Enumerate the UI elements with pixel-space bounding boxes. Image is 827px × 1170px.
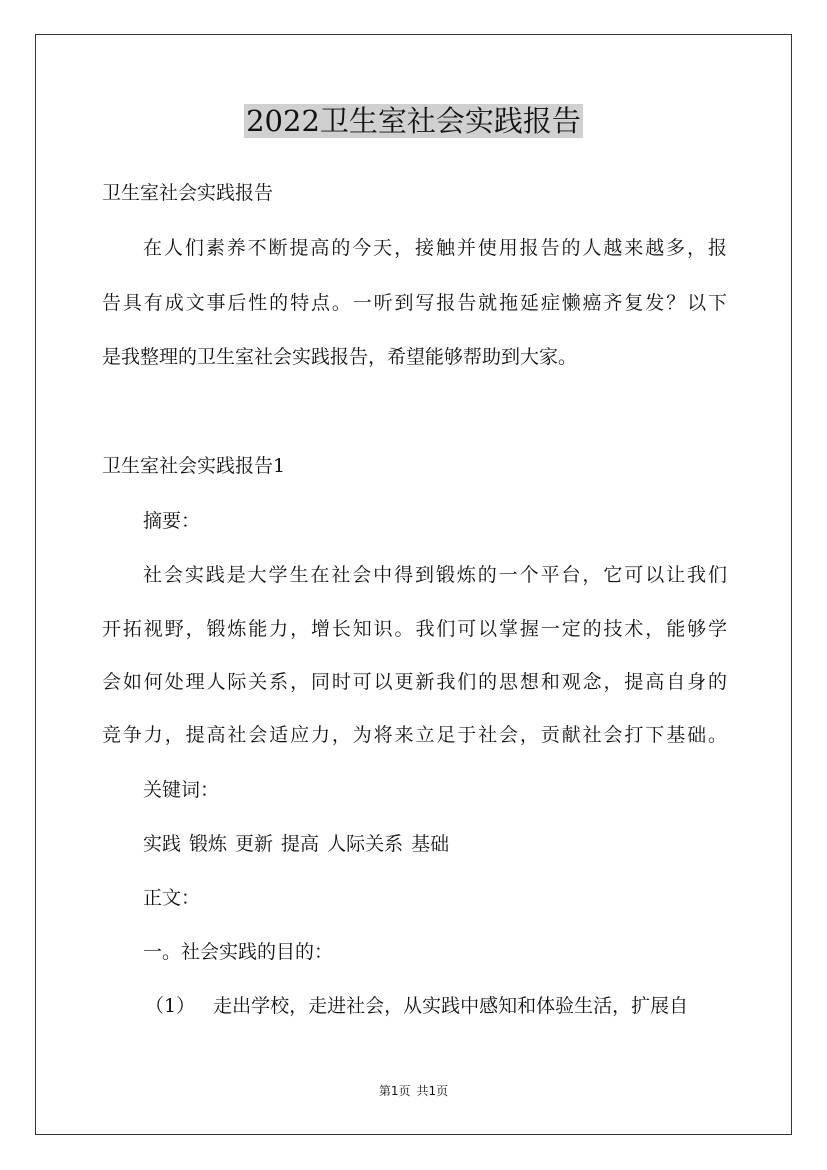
document-subtitle: 卫生室社会实践报告 bbox=[102, 182, 274, 204]
purpose-heading: 一。社会实践的目的： bbox=[143, 941, 334, 963]
intro-line-1: 在人们素养不断提高的今天，接触并使用报告的人越来越多，报 bbox=[143, 237, 727, 259]
intro-line-2: 告具有成文事后性的特点。一听到写报告就拖延症懒癌齐复发？以下 bbox=[102, 292, 727, 314]
keywords-label: 关键词： bbox=[143, 779, 220, 801]
document-title-text: 2022卫生室社会实践报告 bbox=[246, 104, 581, 138]
keyword: 实践 bbox=[143, 833, 182, 855]
keyword: 基础 bbox=[411, 833, 450, 855]
document-title bbox=[0, 100, 827, 142]
abstract-line-4: 竞争力，提高社会适应力，为将来立足于社会，贡献社会打下基础。 bbox=[102, 724, 727, 746]
page-number: 第1页 bbox=[378, 1084, 411, 1098]
keywords-list bbox=[143, 831, 457, 857]
abstract-line-2: 开拓视野，锻炼能力，增长知识。我们可以掌握一定的技术，能够学 bbox=[102, 618, 727, 640]
page-total: 共1页 bbox=[416, 1084, 449, 1098]
list-item-text: 走出学校，走进社会，从实践中感知和体验生活，扩展自 bbox=[213, 995, 689, 1017]
intro-line-3: 是我整理的卫生室社会实践报告，希望能够帮助到大家。 bbox=[102, 346, 578, 368]
abstract-line-1: 社会实践是大学生在社会中得到锻炼的一个平台，它可以让我们 bbox=[143, 564, 727, 586]
list-item-1 bbox=[145, 993, 688, 1019]
body-label: 正文： bbox=[143, 887, 201, 909]
keyword: 更新 bbox=[235, 833, 274, 855]
keyword: 人际关系 bbox=[327, 833, 404, 855]
abstract-label: 摘要： bbox=[143, 510, 201, 532]
keyword: 提高 bbox=[281, 833, 320, 855]
section-heading: 卫生室社会实践报告1 bbox=[102, 455, 286, 477]
keyword: 锻炼 bbox=[189, 833, 228, 855]
list-item-number: （1） bbox=[145, 995, 196, 1017]
page-footer bbox=[0, 1083, 827, 1099]
abstract-line-3: 会如何处理人际关系，同时可以更新我们的思想和观念，提高自身的 bbox=[102, 671, 727, 693]
